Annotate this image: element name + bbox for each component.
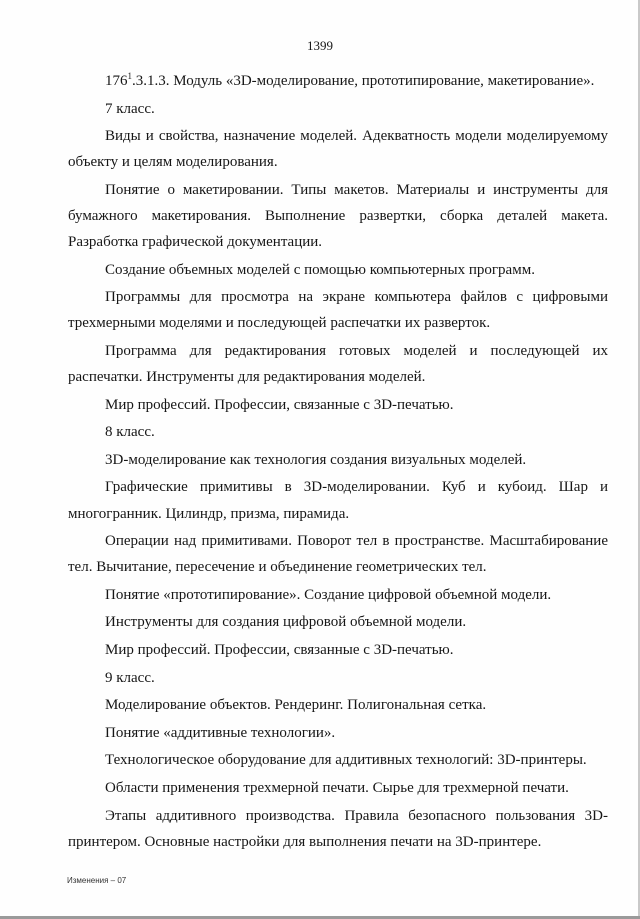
paragraph-grade-8: 8 класс. <box>105 424 155 441</box>
paragraph-grade-7: 7 класс. <box>105 100 155 117</box>
module-heading <box>68 68 608 94</box>
paragraph: Понятие «аддитивные технологии». <box>105 724 336 741</box>
paragraph: Программа для редактирования готовых моделей и последующей их распечатки. Инструменты для редактирования моделей. <box>68 342 608 386</box>
paragraph: Мир профессий. Профессии, связанные с 3D-печатью. <box>105 641 454 658</box>
footer-revision: Изменения – 07 <box>67 876 127 885</box>
paragraph: Мир профессий. Профессии, связанные с 3D-печатью. <box>105 396 454 413</box>
paragraph: Понятие «прототипирование». Создание цифровой объемной модели. <box>105 586 552 603</box>
page-number: 1399 <box>307 38 333 53</box>
paragraph: Области применения трехмерной печати. Сырье для трехмерной печати. <box>105 779 569 796</box>
paragraph: Технологическое оборудование для аддитивных технологий: 3D-принтеры. <box>105 752 587 769</box>
paragraph: Понятие о макетировании. Типы макетов. Материалы и инструменты для бумажного макетирования. Выполнение развертки, сборка деталей макета. Разработка графической документации. <box>68 181 608 251</box>
paragraph: Виды и свойства, назначение моделей. Адекватность модели моделируемому объекту и целям моделирования. <box>68 128 608 171</box>
paragraph: Инструменты для создания цифровой объемной модели. <box>105 614 467 631</box>
paragraph: Программы для просмотра на экране компьютера файлов с цифровыми трехмерными моделями и последующей распечатки их разверток. <box>68 289 608 332</box>
document-body <box>68 68 608 855</box>
module-title: .3.1.3. Модуль «3D-моделирование, прототипирование, макетирование». <box>132 73 595 89</box>
paragraph: Графические примитивы в 3D-моделировании. Куб и кубоид. Шар и многогранник. Цилиндр, призма, пирамида. <box>68 479 608 522</box>
paragraph: Моделирование объектов. Рендеринг. Полигональная сетка. <box>105 697 487 714</box>
paragraph: Операции над примитивами. Поворот тел в пространстве. Масштабирование тел. Вычитание, пересечение и объединение геометрических тел. <box>68 533 608 576</box>
module-superscript: 1 <box>127 71 132 81</box>
paragraph: Создание объемных моделей с помощью компьютерных программ. <box>105 261 535 278</box>
paragraph-grade-9: 9 класс. <box>105 669 155 686</box>
paragraph: 3D-моделирование как технология создания визуальных моделей. <box>105 451 527 468</box>
module-number: 176 <box>105 73 128 89</box>
paragraph: Этапы аддитивного производства. Правила безопасного пользования 3D-принтером. Основные настройки для выполнения печати на 3D-принтере. <box>68 807 608 850</box>
